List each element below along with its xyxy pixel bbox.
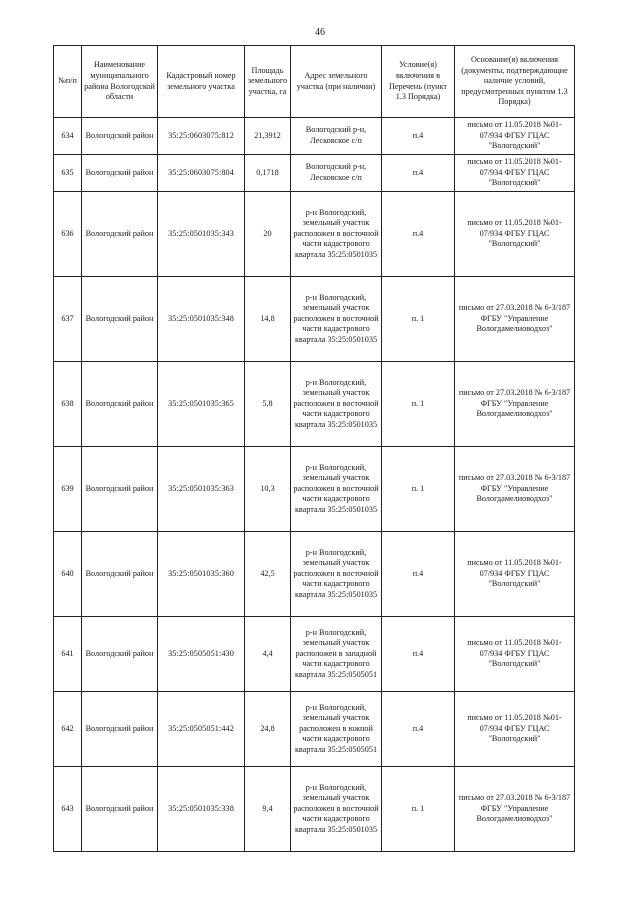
cell-basis: письмо от 27.03.2018 № 6-3/187 ФГБУ "Управление Вологдамелиоводхоз" [455, 277, 575, 362]
cell-condition: п. 1 [382, 277, 455, 362]
cell-num: 643 [54, 767, 82, 852]
cell-address: р-н Вологодский, земельный участок расположен в восточной части кадастрового квартала 35:25:0501035 [291, 362, 382, 447]
cell-district: Вологодский район [82, 447, 158, 532]
table-row [54, 767, 575, 852]
cell-condition: п.4 [382, 532, 455, 617]
cell-cadastral: 35:25:0501035:363 [158, 447, 245, 532]
cell-area: 14,8 [245, 277, 291, 362]
cell-cadastral: 35:25:0505051:442 [158, 692, 245, 767]
cell-basis: письмо от 11.05.2018 №01-07/934 ФГБУ ГЦАС "Вологодский" [455, 118, 575, 155]
cell-district: Вологодский район [82, 617, 158, 692]
cell-cadastral: 35:25:0603075:804 [158, 155, 245, 192]
cell-basis: письмо от 11.05.2018 №01-07/934 ФГБУ ГЦАС "Вологодский" [455, 532, 575, 617]
cell-address: р-н Вологодский, земельный участок расположен в восточной части кадастрового квартала 35:25:0501035 [291, 192, 382, 277]
cell-area: 20 [245, 192, 291, 277]
cell-condition: п.4 [382, 192, 455, 277]
cell-address: Вологодский р-н, Лесковское с/п [291, 155, 382, 192]
cell-num: 635 [54, 155, 82, 192]
cell-address: р-н Вологодский, земельный участок расположен в южной части кадастрового квартала 35:25:0505051 [291, 692, 382, 767]
cell-district: Вологодский район [82, 362, 158, 447]
cell-basis: письмо от 27.03.2018 № 6-3/187 ФГБУ "Управление Вологдамелиоводхоз" [455, 447, 575, 532]
cell-area: 24,8 [245, 692, 291, 767]
cell-condition: п. 1 [382, 447, 455, 532]
cell-num: 641 [54, 617, 82, 692]
cell-condition: п. 1 [382, 362, 455, 447]
cell-address: р-н Вологодский, земельный участок расположен в западной части кадастрового квартала 35:25:0505051 [291, 617, 382, 692]
land-plots-table [53, 45, 575, 852]
cell-district: Вологодский район [82, 277, 158, 362]
cell-district: Вологодский район [82, 532, 158, 617]
cell-area: 9,4 [245, 767, 291, 852]
cell-area: 5,8 [245, 362, 291, 447]
cell-address: р-н Вологодский, земельный участок расположен в восточной части кадастрового квартала 35:25:0501035 [291, 447, 382, 532]
cell-num: 637 [54, 277, 82, 362]
cell-area: 0,1718 [245, 155, 291, 192]
cell-condition: п.4 [382, 155, 455, 192]
cell-address: р-н Вологодский, земельный участок расположен в восточной части кадастрового квартала 35:25:0501035 [291, 532, 382, 617]
cell-cadastral: 35:25:0501035:348 [158, 277, 245, 362]
cell-address: Вологодский р-н, Лесковское с/п [291, 118, 382, 155]
header-cadastral: Кадастровый номер земельного участка [158, 46, 245, 118]
cell-num: 634 [54, 118, 82, 155]
table-row [54, 192, 575, 277]
cell-basis: письмо от 11.05.2018 №01-07/934 ФГБУ ГЦАС "Вологодский" [455, 692, 575, 767]
cell-cadastral: 35:25:0501035:338 [158, 767, 245, 852]
cell-district: Вологодский район [82, 692, 158, 767]
cell-condition: п.4 [382, 118, 455, 155]
cell-district: Вологодский район [82, 767, 158, 852]
cell-cadastral: 35:25:0501035:360 [158, 532, 245, 617]
cell-basis: письмо от 11.05.2018 №01-07/934 ФГБУ ГЦАС "Вологодский" [455, 155, 575, 192]
cell-num: 636 [54, 192, 82, 277]
cell-area: 4,4 [245, 617, 291, 692]
cell-district: Вологодский район [82, 155, 158, 192]
table-row [54, 532, 575, 617]
cell-cadastral: 35:25:0501035:365 [158, 362, 245, 447]
table-row [54, 617, 575, 692]
cell-cadastral: 35:25:0501035:343 [158, 192, 245, 277]
cell-num: 640 [54, 532, 82, 617]
cell-area: 10,3 [245, 447, 291, 532]
table-header-row [54, 46, 575, 118]
cell-basis: письмо от 11.05.2018 №01-07/934 ФГБУ ГЦАС "Вологодский" [455, 617, 575, 692]
header-district: Наименование муниципального района Вологодской области [82, 46, 158, 118]
table-row [54, 277, 575, 362]
table-row [54, 118, 575, 155]
cell-basis: письмо от 11.05.2018 №01-07/934 ФГБУ ГЦАС "Вологодский" [455, 192, 575, 277]
table-row [54, 692, 575, 767]
cell-num: 642 [54, 692, 82, 767]
header-num: №п/п [54, 46, 82, 118]
header-address: Адрес земельного участка (при наличии) [291, 46, 382, 118]
cell-condition: п.4 [382, 617, 455, 692]
table-row [54, 447, 575, 532]
cell-basis: письмо от 27.03.2018 № 6-3/187 ФГБУ "Управление Вологдамелиоводхоз" [455, 767, 575, 852]
table-row [54, 362, 575, 447]
header-area: Площадь земельного участка, га [245, 46, 291, 118]
cell-address: р-н Вологодский, земельный участок расположен в восточной части кадастрового квартала 35:25:0501035 [291, 277, 382, 362]
cell-cadastral: 35:25:0603075:812 [158, 118, 245, 155]
header-basis: Основание(я) включения (документы, подтверждающие наличие условий, предусмотренных пунктом 1.3 Порядка) [455, 46, 575, 118]
cell-address: р-н Вологодский, земельный участок расположен в восточной части кадастрового квартала 35:25:0501035 [291, 767, 382, 852]
cell-area: 42,5 [245, 532, 291, 617]
page-number: 46 [315, 27, 325, 38]
cell-cadastral: 35:25:0505051:430 [158, 617, 245, 692]
table-row [54, 155, 575, 192]
cell-basis: письмо от 27.03.2018 № 6-3/187 ФГБУ "Управление Вологдамелиоводхоз" [455, 362, 575, 447]
cell-condition: п.4 [382, 692, 455, 767]
cell-district: Вологодский район [82, 192, 158, 277]
cell-district: Вологодский район [82, 118, 158, 155]
header-condition: Условие(я) включения в Перечень (пункт 1.3 Порядка) [382, 46, 455, 118]
cell-num: 638 [54, 362, 82, 447]
cell-num: 639 [54, 447, 82, 532]
cell-condition: п. 1 [382, 767, 455, 852]
cell-area: 21,3912 [245, 118, 291, 155]
